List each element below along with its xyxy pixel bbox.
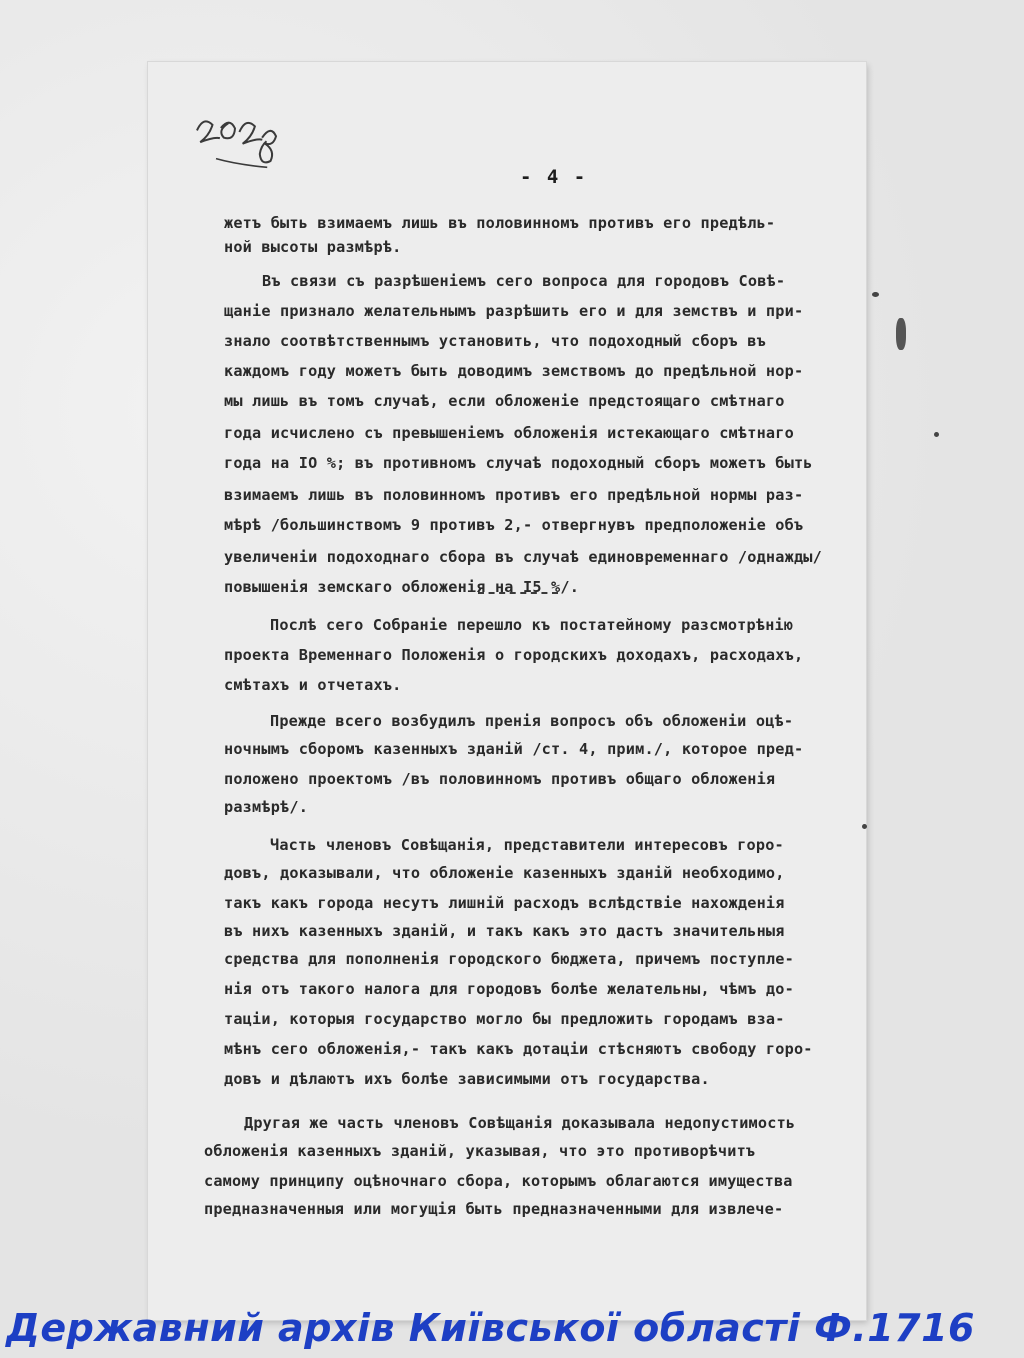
folio-mark-text — [210, 96, 211, 97]
paper-speck — [934, 432, 939, 437]
text-line: ночнымъ сборомъ казенныхъ зданій /ст. 4, прим./, которое пред- — [224, 740, 804, 758]
text-line: размѣрѣ/. — [224, 798, 309, 816]
text-line: Прежде всего возбудилъ пренія вопросъ объ обложеніи оцѣ- — [270, 712, 794, 730]
text-line: самому принципу оцѣночнаго сбора, которымъ облагаются имущества — [204, 1172, 793, 1190]
handwritten-folio-mark — [188, 91, 292, 185]
text-line: Послѣ сего Собраніе перешло къ постатейному разсмотрѣнію — [270, 616, 794, 634]
text-line: повышенія земскаго обложенія на I5 %/. — [224, 578, 580, 596]
text-line: жетъ быть взимаемъ лишь въ половинномъ противъ его предѣль- — [224, 214, 776, 232]
text-line: довъ, доказывали, что обложеніе казенныхъ зданій необходимо, — [224, 864, 785, 882]
text-line: предназначенныя или могущія быть предназначенными для извлече- — [204, 1200, 784, 1218]
page-number: - 4 - — [520, 166, 588, 188]
text-line: обложенія казенныхъ зданій, указывая, что это противорѣчитъ — [204, 1142, 756, 1160]
text-line: взимаемъ лишь въ половинномъ противъ его предѣльной нормы раз- — [224, 486, 804, 504]
text-line: мы лишь въ томъ случаѣ, если обложеніе предстоящаго смѣтнаго — [224, 392, 785, 410]
paper-speck — [862, 824, 867, 829]
text-line: года на IO %; въ противномъ случаѣ подоходный сборъ можетъ быть — [224, 454, 813, 472]
text-line: положено проектомъ /въ половинномъ противъ общаго обложенія — [224, 770, 776, 788]
text-line: мѣрѣ /большинствомъ 9 противъ 2,- отвергнувъ предположеніе объ — [224, 516, 804, 534]
text-line: года исчислено съ превышеніемъ обложенія истекающаго смѣтнаго — [224, 424, 794, 442]
archive-caption: Державний архів Київської області Ф.1716 — [6, 1306, 975, 1350]
text-line: такъ какъ города несутъ лишній расходъ вслѣдствіе нахожденія — [224, 894, 785, 912]
paper-stain — [896, 318, 906, 350]
text-line: увеличеніи подоходнаго сбора въ случаѣ единовременнаго /однажды/ — [224, 548, 822, 566]
text-line: средства для пополненія городского бюджета, причемъ поступле- — [224, 950, 794, 968]
text-line: знало соотвѣтственнымъ установить, что подоходный сборъ въ — [224, 332, 766, 350]
folio-signature-drawing — [188, 91, 292, 185]
paper-speck — [872, 292, 879, 297]
dashed-separator — [478, 592, 558, 594]
text-line: Другая же часть членовъ Совѣщанія доказывала недопустимость — [244, 1114, 796, 1132]
text-line: проекта Временнаго Положенія о городскихъ доходахъ, расходахъ, — [224, 646, 804, 664]
text-line: довъ и дѣлаютъ ихъ болѣе зависимыми отъ государства. — [224, 1070, 710, 1088]
text-line: въ нихъ казенныхъ зданій, и такъ какъ это дастъ значительныя — [224, 922, 785, 940]
text-line: мѣнъ сего обложенія,- такъ какъ дотаціи стѣсняютъ свободу горо- — [224, 1040, 813, 1058]
text-line: Часть членовъ Совѣщанія, представители интересовъ горо- — [270, 836, 784, 854]
text-line: нія отъ такого налога для городовъ болѣе желательны, чѣмъ до- — [224, 980, 794, 998]
text-line: смѣтахъ и отчетахъ. — [224, 676, 402, 694]
text-line: ной высоты размѣрѣ. — [224, 238, 402, 256]
text-line: щаніе признало желательнымъ разрѣшить его и для земствъ и при- — [224, 302, 804, 320]
text-line: Въ связи съ разрѣшеніемъ сего вопроса для городовъ Совѣ- — [262, 272, 786, 290]
text-line: таціи, которыя государство могло бы предложить городамъ вза- — [224, 1010, 785, 1028]
text-line: каждомъ году можетъ быть доводимъ земствомъ до предѣльной нор- — [224, 362, 804, 380]
